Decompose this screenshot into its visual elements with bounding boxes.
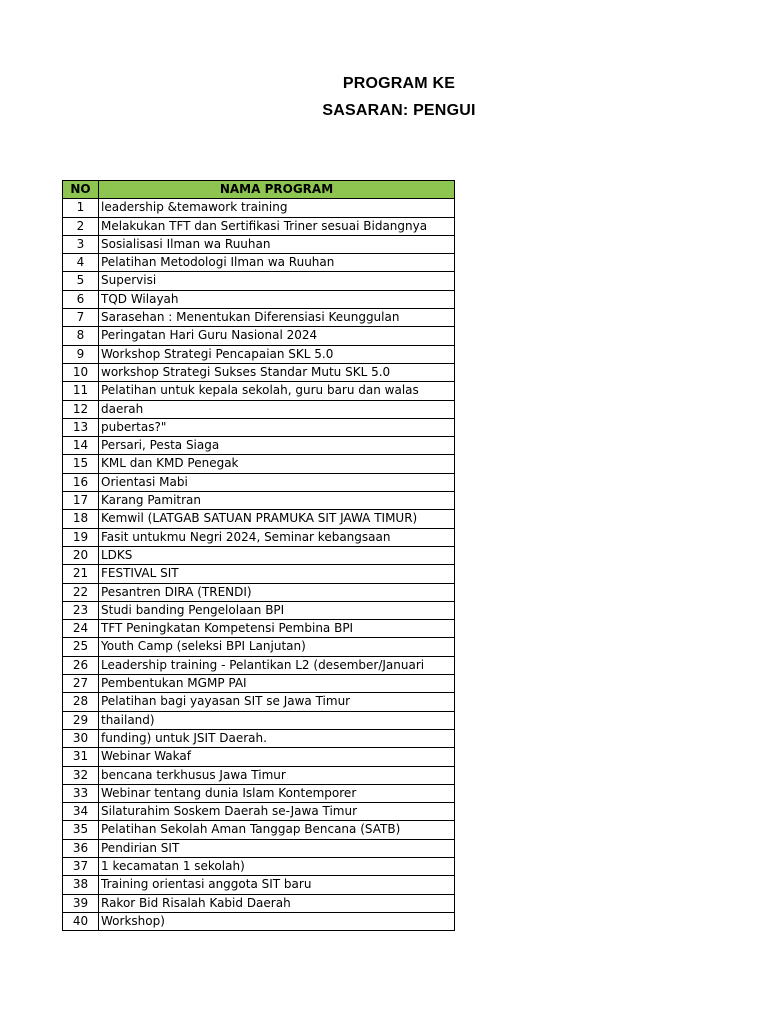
table-row xyxy=(63,492,455,510)
cell-nama-program[interactable]: Supervisi xyxy=(99,272,455,290)
cell-nama-program[interactable]: Pelatihan Sekolah Aman Tanggap Bencana (SATB) xyxy=(99,821,455,839)
table-row xyxy=(63,894,455,912)
cell-no[interactable]: 34 xyxy=(63,803,99,821)
cell-nama-program[interactable]: FESTIVAL SIT xyxy=(99,565,455,583)
cell-no[interactable]: 8 xyxy=(63,327,99,345)
cell-nama-program[interactable]: Pelatihan untuk kepala sekolah, guru baru dan walas xyxy=(99,382,455,400)
cell-nama-program[interactable]: Pelatihan Metodologi Ilman wa Ruuhan xyxy=(99,254,455,272)
cell-nama-program[interactable]: Fasit untukmu Negri 2024, Seminar kebangsaan xyxy=(99,528,455,546)
cell-no[interactable]: 36 xyxy=(63,839,99,857)
table-row xyxy=(63,857,455,875)
cell-nama-program[interactable]: TFT Peningkatan Kompetensi Pembina BPI xyxy=(99,620,455,638)
cell-nama-program[interactable]: Pesantren DIRA (TRENDI) xyxy=(99,583,455,601)
cell-nama-program[interactable]: bencana terkhusus Jawa Timur xyxy=(99,766,455,784)
cell-no[interactable]: 32 xyxy=(63,766,99,784)
table-row xyxy=(63,766,455,784)
cell-no[interactable]: 11 xyxy=(63,382,99,400)
table-row xyxy=(63,382,455,400)
cell-nama-program[interactable]: Leadership training - Pelantikan L2 (desember/Januari xyxy=(99,656,455,674)
table-row xyxy=(63,345,455,363)
table-row xyxy=(63,638,455,656)
cell-no[interactable]: 26 xyxy=(63,656,99,674)
table-row xyxy=(63,290,455,308)
cell-no[interactable]: 13 xyxy=(63,418,99,436)
cell-no[interactable]: 21 xyxy=(63,565,99,583)
cell-nama-program[interactable]: Karang Pamitran xyxy=(99,492,455,510)
table-row xyxy=(63,437,455,455)
cell-nama-program[interactable]: Studi banding Pengelolaan BPI xyxy=(99,601,455,619)
table-row xyxy=(63,272,455,290)
cell-nama-program[interactable]: Youth Camp (seleksi BPI Lanjutan) xyxy=(99,638,455,656)
cell-nama-program[interactable]: Sarasehan : Menentukan Diferensiasi Keunggulan xyxy=(99,309,455,327)
cell-nama-program[interactable]: Melakukan TFT dan Sertifikasi Triner sesuai Bidangnya xyxy=(99,217,455,235)
cell-no[interactable]: 27 xyxy=(63,675,99,693)
table-row xyxy=(63,803,455,821)
cell-no[interactable]: 30 xyxy=(63,729,99,747)
cell-no[interactable]: 9 xyxy=(63,345,99,363)
cell-no[interactable]: 22 xyxy=(63,583,99,601)
cell-nama-program[interactable]: Pelatihan bagi yayasan SIT se Jawa Timur xyxy=(99,693,455,711)
table-row xyxy=(63,235,455,253)
table-row xyxy=(63,748,455,766)
table-row xyxy=(63,583,455,601)
cell-no[interactable]: 2 xyxy=(63,217,99,235)
table-row xyxy=(63,565,455,583)
cell-nama-program[interactable]: Workshop Strategi Pencapaian SKL 5.0 xyxy=(99,345,455,363)
header-no[interactable]: NO xyxy=(63,181,99,199)
table-row xyxy=(63,876,455,894)
cell-no[interactable]: 24 xyxy=(63,620,99,638)
table-row xyxy=(63,455,455,473)
cell-nama-program[interactable]: Pendirian SIT xyxy=(99,839,455,857)
cell-no[interactable]: 12 xyxy=(63,400,99,418)
cell-no[interactable]: 3 xyxy=(63,235,99,253)
table-row xyxy=(63,309,455,327)
table-row xyxy=(63,729,455,747)
cell-nama-program[interactable]: Webinar Wakaf xyxy=(99,748,455,766)
table-row xyxy=(63,254,455,272)
table-row xyxy=(63,711,455,729)
cell-nama-program[interactable]: Silaturahim Soskem Daerah se-Jawa Timur xyxy=(99,803,455,821)
cell-no[interactable]: 1 xyxy=(63,199,99,217)
cell-nama-program[interactable]: Webinar tentang dunia Islam Kontemporer xyxy=(99,784,455,802)
cell-nama-program[interactable]: LDKS xyxy=(99,546,455,564)
table-row xyxy=(63,528,455,546)
table-row xyxy=(63,327,455,345)
cell-no[interactable]: 5 xyxy=(63,272,99,290)
cell-nama-program[interactable]: TQD Wilayah xyxy=(99,290,455,308)
cell-no[interactable]: 37 xyxy=(63,857,99,875)
cell-nama-program[interactable]: daerah xyxy=(99,400,455,418)
cell-no[interactable]: 17 xyxy=(63,492,99,510)
cell-nama-program[interactable]: Persari, Pesta Siaga xyxy=(99,437,455,455)
table-row xyxy=(63,363,455,381)
table-row xyxy=(63,821,455,839)
table-row xyxy=(63,510,455,528)
table-row xyxy=(63,601,455,619)
table-row xyxy=(63,839,455,857)
cell-nama-program[interactable]: 1 kecamatan 1 sekolah) xyxy=(99,857,455,875)
cell-nama-program[interactable]: thailand) xyxy=(99,711,455,729)
table-row xyxy=(63,400,455,418)
cell-no[interactable]: 14 xyxy=(63,437,99,455)
cell-nama-program[interactable]: Pembentukan MGMP PAI xyxy=(99,675,455,693)
cell-no[interactable]: 16 xyxy=(63,473,99,491)
table-row xyxy=(63,693,455,711)
table-row xyxy=(63,675,455,693)
cell-nama-program[interactable]: Rakor Bid Risalah Kabid Daerah xyxy=(99,894,455,912)
table-body xyxy=(63,199,455,931)
cell-nama-program[interactable]: pubertas?" xyxy=(99,418,455,436)
cell-no[interactable]: 23 xyxy=(63,601,99,619)
cell-nama-program[interactable]: funding) untuk JSIT Daerah. xyxy=(99,729,455,747)
table-row xyxy=(63,620,455,638)
cell-no[interactable]: 20 xyxy=(63,546,99,564)
document-title-block xyxy=(0,70,476,124)
cell-no[interactable]: 40 xyxy=(63,912,99,930)
cell-nama-program[interactable]: Kemwil (LATGAB SATUAN PRAMUKA SIT JAWA TIMUR) xyxy=(99,510,455,528)
cell-no[interactable]: 25 xyxy=(63,638,99,656)
cell-nama-program[interactable]: Workshop) xyxy=(99,912,455,930)
cell-nama-program[interactable]: Peringatan Hari Guru Nasional 2024 xyxy=(99,327,455,345)
cell-nama-program[interactable]: Sosialisasi Ilman wa Ruuhan xyxy=(99,235,455,253)
cell-no[interactable]: 31 xyxy=(63,748,99,766)
table-row xyxy=(63,199,455,217)
cell-no[interactable]: 33 xyxy=(63,784,99,802)
table-row xyxy=(63,473,455,491)
cell-no[interactable]: 38 xyxy=(63,876,99,894)
table-row xyxy=(63,418,455,436)
table-header-row xyxy=(63,181,455,199)
cell-nama-program[interactable]: Orientasi Mabi xyxy=(99,473,455,491)
document-title: PROGRAM KE xyxy=(342,75,456,92)
cell-nama-program[interactable]: workshop Strategi Sukses Standar Mutu SKL 5.0 xyxy=(99,363,455,381)
table-row xyxy=(63,784,455,802)
cell-no[interactable]: 29 xyxy=(63,711,99,729)
cell-nama-program[interactable]: KML dan KMD Penegak xyxy=(99,455,455,473)
cell-no[interactable]: 19 xyxy=(63,528,99,546)
program-table xyxy=(62,180,455,931)
cell-nama-program[interactable]: leadership &temawork training xyxy=(99,199,455,217)
cell-no[interactable]: 6 xyxy=(63,290,99,308)
cell-no[interactable]: 18 xyxy=(63,510,99,528)
cell-no[interactable]: 10 xyxy=(63,363,99,381)
cell-no[interactable]: 15 xyxy=(63,455,99,473)
table-row xyxy=(63,656,455,674)
cell-nama-program[interactable]: Training orientasi anggota SIT baru xyxy=(99,876,455,894)
table-row xyxy=(63,217,455,235)
cell-no[interactable]: 7 xyxy=(63,309,99,327)
cell-no[interactable]: 35 xyxy=(63,821,99,839)
table-row xyxy=(63,912,455,930)
cell-no[interactable]: 39 xyxy=(63,894,99,912)
cell-no[interactable]: 4 xyxy=(63,254,99,272)
header-nama-program[interactable]: NAMA PROGRAM xyxy=(99,181,455,199)
document-subtitle: SASARAN: PENGUI xyxy=(322,102,476,119)
table-row xyxy=(63,546,455,564)
cell-no[interactable]: 28 xyxy=(63,693,99,711)
